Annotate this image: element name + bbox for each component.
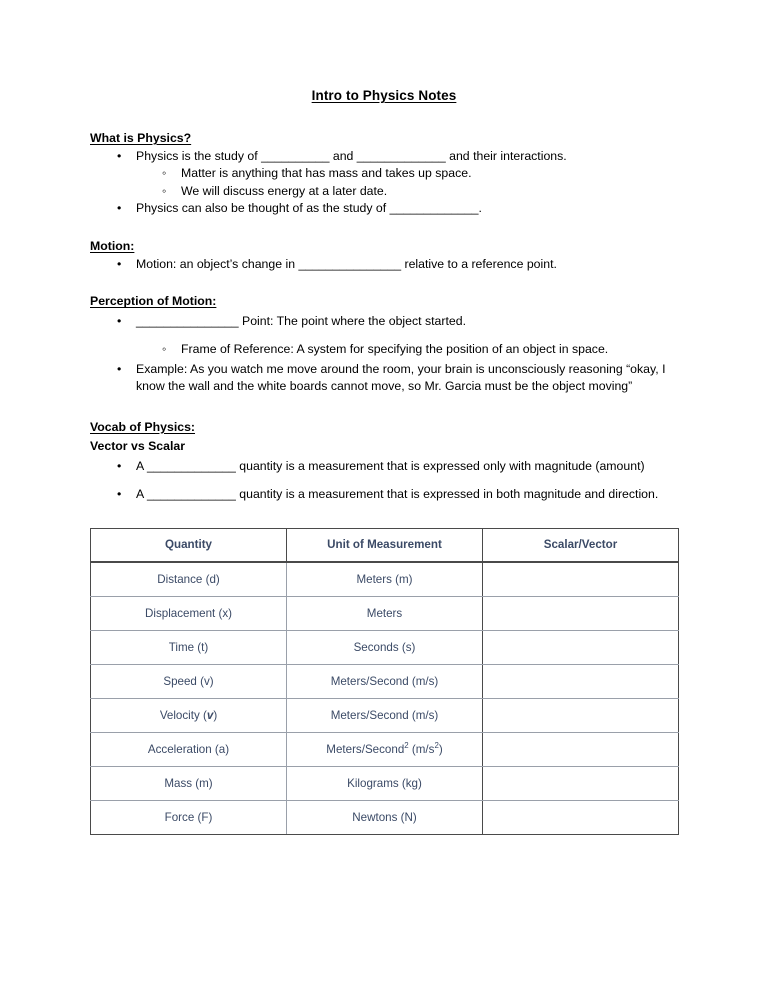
list-what-is-physics [90,148,678,165]
cell-answer[interactable] [483,664,679,698]
cell-unit: Meters/Second$^2$ $(m/s^2)$ [287,732,483,766]
cell-quantity: Distance (d) [91,562,287,596]
section-heading-motion: Motion: [90,238,135,253]
table-row [91,698,679,732]
page-title-text: Intro to Physics Notes [311,88,457,103]
list-item: • A _____________ quantity is a measurement that is expressed only with magnitude (amount) [90,456,678,478]
table-body [91,562,679,834]
sublist-what-is-physics [90,165,678,200]
table-row [91,630,679,664]
spacer [90,396,678,418]
section-heading-perception-of-motion: Perception of Motion: [90,294,217,309]
list-item: ◦ We will discuss energy at a later date. [90,183,678,200]
section-vocab [90,418,678,436]
cell-answer[interactable] [483,732,679,766]
table-row [91,562,679,596]
superscript-two: 2 [404,740,409,750]
vocab-table-wrapper [90,528,678,835]
list-what-is-physics-2 [90,200,678,217]
subsection-heading-vector-vs-scalar: Vector vs Scalar [90,438,186,453]
column-header-scalar-vector: Scalar/Vector [483,528,679,562]
cell-answer[interactable] [483,630,679,664]
cell-quantity: Displacement (x) [91,596,287,630]
cell-quantity: Velocity (v) [91,698,287,732]
list-item: ◦ Matter is anything that has mass and takes up space. [90,165,678,182]
list-item: ◦ Frame of Reference: A system for specifying the position of an object in space. [90,339,678,361]
cell-quantity: Mass (m) [91,766,287,800]
list-item: • _______________ Point: The point where the object started. [90,311,678,333]
column-header-unit: Unit of Measurement [287,528,483,562]
table-row [91,800,679,834]
cell-unit: Meters/Second (m/s) [287,664,483,698]
sublist-perception [90,339,678,361]
list-item: • Example: As you watch me move around the room, your brain is unconsciously reasoning “okay, I know the wall and the white boards cannot move, so Mr. Garcia must be the object moving” [90,361,678,396]
section-motion [90,237,678,255]
list-perception-1 [90,311,678,333]
subsection-vector-vs-scalar [90,437,678,455]
cell-unit: Kilograms (kg) [287,766,483,800]
list-vocab [90,456,678,506]
list-item: • Physics can also be thought of as the study of _____________. [90,200,678,217]
cell-unit: Meters/Second (m/s) [287,698,483,732]
list-item: • A _____________ quantity is a measurement that is expressed in both magnitude and direction. [90,484,678,506]
list-item: • Physics is the study of __________ and _____________ and their interactions. [90,148,678,165]
cell-unit: Meters [287,596,483,630]
cell-quantity: Acceleration (a) [91,732,287,766]
cell-unit: Meters (m) [287,562,483,596]
cell-answer[interactable] [483,562,679,596]
cell-unit: Newtons (N) [287,800,483,834]
list-perception-2 [90,361,678,396]
cell-answer[interactable] [483,698,679,732]
page-title [90,88,678,105]
table-row [91,664,679,698]
section-heading-what-is-physics: What is Physics? [90,130,192,145]
spacer [90,273,678,292]
cell-answer[interactable] [483,800,679,834]
cell-answer[interactable] [483,596,679,630]
table-row [91,732,679,766]
list-motion [90,256,678,273]
list-item: • Motion: an object’s change in _______________ relative to a reference point. [90,256,678,273]
section-perception-of-motion [90,292,678,310]
spacer [90,218,678,237]
document-body [90,88,678,835]
table-row [91,766,679,800]
section-what-is-physics [90,129,678,147]
column-header-quantity: Quantity [91,528,287,562]
section-heading-vocab: Vocab of Physics: [90,419,196,434]
cell-quantity: Force (F) [91,800,287,834]
superscript-two: 2 [434,740,439,750]
cell-answer[interactable] [483,766,679,800]
quantity-units-table [90,528,679,835]
cell-unit: Seconds (s) [287,630,483,664]
velocity-symbol: v [206,708,214,722]
cell-quantity: Speed (v) [91,664,287,698]
table-header-row [91,528,679,562]
table-row [91,596,679,630]
cell-quantity: Time (t) [91,630,287,664]
